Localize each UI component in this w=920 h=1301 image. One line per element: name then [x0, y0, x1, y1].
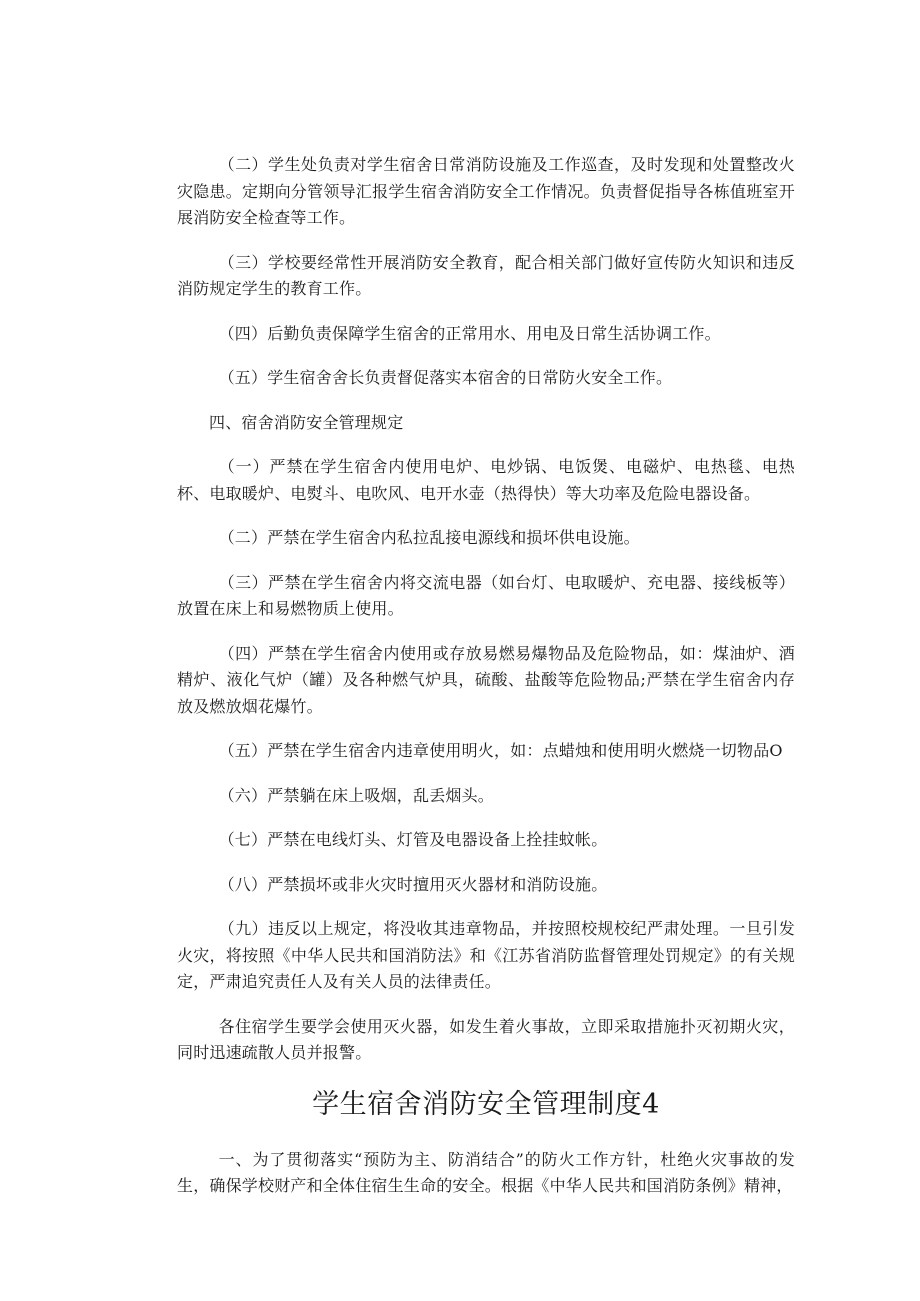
paragraph-rule-9: （九）违反以上规定，将没收其违章物品，并按照校规校纪严肃处理。一旦引发火灾，将按照《中华人民共和国消防法》和《江苏省消防监督管理处罚规定》的有关规定，严肃追究责任人及有关人员的法律责任。 — [177, 919, 795, 991]
paragraph-fire-response: 各住宿学生要学会使用灭火器，如发生着火事故，立即采取措施扑灭初期火灾，同时迅速疏散人员并报警。 — [177, 1016, 795, 1062]
paragraph-rule-1: （一）严禁在学生宿舍内使用电炉、电炒锅、电饭煲、电磁炉、电热毯、电热杯、电取暖炉、电熨斗、电吹风、电开水壶（热得快）等大功率及危险电器设备。 — [177, 457, 795, 503]
paragraph-policy-intro: 一、为了贯彻落实“预防为主、防消结合”的防火工作方针，杜绝火灾事故的发生，确保学校财产和全体住宿生生命的安全。根据《中华人民共和国消防条例》精神， — [177, 1149, 795, 1195]
paragraph-student-office-duty: （二）学生处负责对学生宿舍日常消防设施及工作巡查，及时发现和处置整改火灾隐患。定期向分管领导汇报学生宿舍消防安全工作情况。负责督促指导各栋值班室开展消防安全检查等工作。 — [177, 155, 795, 227]
paragraph-rule-6: （六）严禁躺在床上吸烟，乱丢烟头。 — [218, 785, 494, 805]
paragraph-rule-5: （五）严禁在学生宿舍内违章使用明火，如：点蜡烛和使用明火燃烧一切物品O — [218, 741, 783, 760]
section-heading-four: 四、宿舍消防安全管理规定 — [209, 412, 404, 432]
paragraph-logistics-support: （四）后勤负责保障学生宿舍的正常用水、用电及日常生活协调工作。 — [218, 323, 721, 343]
document-body — [177, 152, 795, 1218]
paragraph-rule-2: （二）严禁在学生宿舍内私拉乱接电源线和损坏供电设施。 — [218, 528, 640, 547]
paragraph-rule-7: （七）严禁在电线灯头、灯管及电器设备上拴挂蚊帐。 — [218, 830, 608, 849]
paragraph-rule-3: （三）严禁在学生宿舍内将交流电器（如台灯、电取暖炉、充电器、接线板等）放置在床上和易燃物质上使用。 — [177, 572, 795, 618]
paragraph-dorm-leader: （五）学生宿舍舍长负责督促落实本宿舍的日常防火安全工作。 — [218, 368, 673, 387]
paragraph-rule-4: （四）严禁在学生宿舍内使用或存放易燃易爆物品及危险物品，如：煤油炉、酒精炉、液化气炉（罐）及各种燃气炉具，硫酸、盐酸等危险物品;严禁在学生宿舍内存放及燃放烟花爆竹。 — [177, 643, 795, 716]
paragraph-rule-8: （八）严禁损坏或非火灾时擅用灭火器材和消防设施。 — [218, 874, 608, 894]
paragraph-school-education: （三）学校要经常性开展消防安全教育，配合相关部门做好宣传防火知识和违反消防规定学生的教育工作。 — [177, 252, 795, 298]
document-title: 学生宿舍消防安全管理制度4 — [312, 1088, 660, 1120]
